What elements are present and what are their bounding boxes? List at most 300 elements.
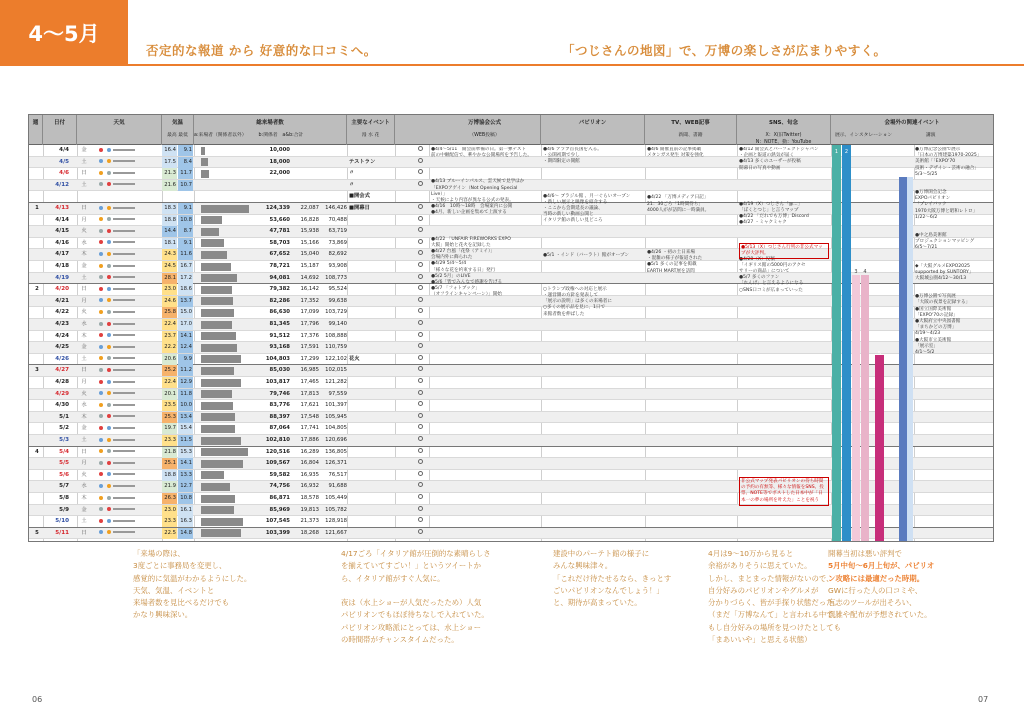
visitor-bar (201, 460, 243, 468)
temp-high-cell: 21.6 (162, 180, 177, 191)
weather-icon (97, 319, 167, 330)
weekday-cell: 月 (81, 460, 87, 467)
week-cell (31, 249, 43, 260)
temp-low-cell: 9.9 (178, 354, 193, 365)
temp-low-cell: 11.8 (178, 389, 193, 400)
weather-icon (97, 377, 167, 388)
note-line: みんな興味津々。 (553, 561, 613, 571)
sum-cell: 110,759 (325, 344, 347, 351)
note-line: 「プレイバック (915, 202, 947, 208)
temp-low-cell: 10.8 (178, 493, 193, 504)
date-cell: 5/1 (59, 413, 69, 420)
visitor-bar (201, 228, 219, 236)
sum-cell: 76,517 (328, 471, 347, 478)
temp-low-cell: 17.0 (178, 319, 193, 330)
note-line: ●4/13 多くのユーザーが投稿 (739, 159, 801, 165)
visitors-cell: 79,746 (269, 390, 290, 397)
staff-cell (291, 145, 319, 156)
outside-notes (915, 147, 992, 541)
visitor-bar (201, 205, 249, 213)
event-cell (347, 249, 395, 260)
week-cell (31, 168, 43, 179)
weather-icon (97, 412, 167, 423)
weekday-cell: 日 (81, 448, 87, 455)
tv-notes (647, 147, 735, 541)
note-4 (708, 548, 841, 646)
sum-cell: 146,426 (325, 205, 347, 211)
visitor-bar (201, 274, 237, 282)
note-line: ・ここから会期延長の議論、 (543, 206, 603, 212)
weekday-cell: 金 (81, 147, 87, 153)
staff-cell: 16,142 (300, 286, 319, 293)
temp-low-cell: 14.1 (178, 331, 193, 342)
week-cell (31, 296, 43, 307)
weekday-cell: 木 (81, 332, 87, 339)
weather-icon (97, 249, 167, 260)
status-mark (417, 435, 423, 446)
note-line: 会場内外に飾られた (431, 255, 473, 261)
status-mark (417, 331, 423, 342)
note-line: 自分好みのパビリオンやグルメが (708, 585, 819, 595)
week-cell (31, 389, 43, 400)
note-line: 「EXPO'70の記録」 (915, 312, 958, 318)
note-line: 「イギリス館の5000円のアクセ (739, 262, 806, 268)
weekday-cell: 日 (81, 205, 87, 211)
note-line: （オフラインキャンペーン）」開始 (431, 292, 502, 298)
staff-cell: 15,166 (300, 239, 319, 246)
sum-cell: 120,696 (325, 437, 347, 443)
sum-cell: 105,945 (325, 413, 347, 420)
visitor-bar (201, 518, 243, 526)
status-mark (417, 377, 423, 388)
sum-cell: 104,805 (325, 425, 347, 432)
left-title: 否定的な報道 から 好意的な口コミへ。 (146, 43, 377, 58)
staff-cell: 14,692 (300, 274, 319, 281)
visitors-cell (252, 191, 290, 202)
weekday-cell: 水 (81, 321, 87, 327)
note-line: 「展示の説明」は多くの来場者に (543, 299, 612, 305)
week-cell (31, 157, 43, 168)
event-cell (347, 365, 395, 376)
week-cell (31, 342, 43, 353)
temp-low-cell: 14.1 (178, 458, 193, 469)
date-cell: 5/10 (55, 518, 69, 525)
period-strip-5 (875, 355, 884, 542)
weekday-cell: 金 (81, 344, 87, 351)
weekday-cell: 土 (81, 274, 87, 281)
temp-low-cell: 16.3 (178, 516, 193, 527)
staff-cell: 17,621 (300, 402, 319, 409)
date-cell: 4/18 (55, 263, 69, 269)
weekday-cell: 月 (81, 297, 87, 304)
right-title: 「つじさんの地図」で、万博の楽しさが広まりやすく。 (562, 43, 887, 58)
note-line: ○SNS口コミが広まっていった (739, 287, 803, 293)
visitor-bar (201, 425, 235, 433)
page-number-right: 07 (978, 695, 989, 704)
weather-icon (97, 470, 167, 481)
temp-high-cell: 26.3 (162, 493, 177, 504)
sum-cell (321, 168, 347, 179)
note-line: ●4/27 台風「花祭（アミイ）」 (431, 249, 495, 255)
status-mark (417, 319, 423, 330)
visitor-bar (201, 286, 232, 294)
staff-cell: 15,040 (300, 251, 319, 258)
week-cell (31, 180, 43, 191)
note-line: ●5/1 多くの記事を掲載 (647, 262, 697, 268)
col-weather: 天気 (77, 115, 162, 145)
sns-highlight-2 (739, 477, 829, 506)
weekday-cell: 火 (81, 390, 87, 397)
visitor-bar (201, 506, 234, 514)
visitor-bar (201, 483, 230, 491)
note-line: 5/3〜5/25 (915, 171, 938, 177)
sum-cell: 101,397 (325, 402, 347, 409)
staff-cell (291, 168, 319, 179)
weather-icon (97, 505, 167, 516)
date-cell: 4/6 (59, 170, 69, 177)
staff-cell: 18,268 (300, 529, 319, 536)
week-cell (31, 331, 43, 342)
weather-icon (97, 481, 167, 492)
note-line: 「これだけ待たせるなら、きっとす (553, 573, 672, 583)
status-mark (417, 505, 423, 516)
staff-cell: 15,938 (300, 228, 319, 235)
date-cell: 4/29 (55, 390, 69, 397)
note-line: 前の中継配信で、華やかな公開場所を予告した。 (431, 153, 532, 159)
note-line: ら、イタリア館がすぐ人気に。 (341, 573, 445, 583)
staff-cell: 17,099 (300, 309, 319, 316)
note-line: ●5/13（X）つじさん (741, 245, 787, 250)
week-cell (31, 319, 43, 330)
note-line: EXPOパビリオン (915, 196, 951, 202)
sum-cell (321, 191, 347, 202)
temp-high-cell: 17.5 (162, 157, 177, 168)
note-line: 開幕当初は悪い評判で (828, 549, 902, 558)
weekday-cell: 火 (81, 309, 87, 316)
visitor-bar (201, 158, 208, 166)
weekday-cell: 金 (81, 506, 87, 513)
temp-low-cell: 10.8 (178, 215, 193, 226)
week-cell (31, 261, 43, 272)
weather-icon (97, 261, 167, 272)
staff-cell: 18,578 (300, 495, 319, 501)
date-cell: 4/13 (55, 205, 69, 211)
visitors-cell: 102,810 (265, 437, 290, 443)
event-cell: 〃 (349, 181, 355, 188)
visitor-bar (201, 471, 224, 479)
weather-icon (97, 354, 167, 365)
weekday-cell: 月 (81, 379, 87, 385)
visitor-bar (201, 297, 233, 305)
sum-cell: 108,888 (325, 332, 347, 339)
status-mark (417, 261, 423, 272)
note-line: と、期待が高まっていた。 (553, 598, 642, 608)
weather-icon (97, 493, 167, 504)
week-cell (31, 273, 43, 284)
sum-cell: 122,102 (325, 355, 347, 362)
note-line: ●4/29 5/4〜5/4 (431, 261, 467, 267)
staff-cell: 16,804 (300, 460, 319, 467)
strip-badge-4: 4 (863, 269, 867, 275)
note-line: GWに行った人の口コミや、 (828, 585, 923, 595)
status-mark (417, 180, 423, 191)
visitors-cell: 79,382 (269, 286, 290, 293)
note-line: ●5/2 5月」のLIVE (431, 273, 471, 279)
note-line: 行列の非公式マップが大評判。 (741, 245, 823, 257)
status-mark (417, 481, 423, 492)
visitors-cell: 74,756 (269, 483, 290, 490)
note-1 (133, 548, 251, 622)
date-cell: 4/21 (55, 297, 69, 304)
weekday-cell: 日 (81, 367, 87, 374)
temp-low-cell: 15.3 (178, 447, 193, 458)
note-line: 4/19〜4/23 (915, 331, 941, 337)
status-mark (417, 400, 423, 411)
note-line: ●4/6 アラブ首長国を入る。 (543, 147, 602, 152)
temp-low-cell: 10.0 (178, 400, 193, 411)
weather-icon (97, 238, 167, 249)
temp-low-cell: 13.4 (178, 412, 193, 423)
note-line: を揃えていてすごい！」というツイートか (341, 561, 482, 571)
date-cell: 4/15 (55, 228, 69, 235)
note-line: 日本中が「日本一の夢の (741, 491, 823, 503)
week-cell: 5 (35, 529, 39, 536)
temp-high-cell: 21.9 (162, 481, 177, 492)
week-cell (31, 412, 43, 423)
note-line: ○多くの展示品を見に、1日で (543, 305, 606, 311)
visitors-cell: 18,000 (269, 158, 290, 165)
note-line: しかし、まとまった情報がないので、 (708, 573, 834, 583)
weekday-cell: 日 (81, 170, 87, 177)
sum-cell: 102,015 (325, 367, 347, 374)
pavilion-notes (543, 147, 643, 541)
weekday-cell: 日 (81, 286, 87, 293)
note-line: ●万博公園で写真展 (915, 294, 956, 300)
note-line: ●4/27 ・ミャクミャク (739, 220, 787, 226)
note-line: 6/5〜7/21 (915, 245, 938, 251)
week-cell (31, 516, 43, 527)
note-line: パビリオン攻略派にとっては、水上ショー (341, 622, 482, 632)
col-events: 主要なイベント 漫 水 花 (347, 115, 395, 145)
weather-icon (97, 400, 167, 411)
status-mark (417, 389, 423, 400)
status-mark (417, 516, 423, 527)
week-cell: 2 (35, 286, 39, 293)
note-line: 非公式マップ発表 (741, 479, 778, 484)
note-line: 大阪城公園4/12〜30/13 (915, 276, 967, 282)
weekday-cell: 水 (81, 483, 87, 490)
col-temp: 気温 最高 最低 (162, 115, 194, 145)
visitors-cell: 104,803 (265, 355, 290, 362)
sum-cell: 128,918 (325, 518, 347, 525)
status-mark (417, 342, 423, 353)
weekday-cell: 金 (81, 425, 87, 432)
staff-cell: 17,465 (300, 379, 319, 385)
weather-icon (97, 331, 167, 342)
event-cell (347, 307, 395, 318)
week-cell (31, 435, 43, 446)
visitors-cell: 93,168 (269, 344, 290, 351)
staff-cell: 16,828 (300, 216, 319, 223)
sum-cell: 63,719 (328, 228, 347, 235)
staff-cell (291, 191, 319, 202)
date-cell: 4/14 (55, 216, 69, 223)
temp-high-cell: 22.5 (162, 528, 177, 539)
week-cell (31, 505, 43, 516)
col-week: 週 (29, 115, 43, 145)
staff-cell: 17,591 (300, 344, 319, 351)
note-line: EARTH MART展を訪問 (647, 268, 695, 274)
note-line: の時間帯がチャンスタイムだった。 (341, 635, 459, 645)
visitor-bar (201, 437, 241, 445)
staff-cell: 17,813 (300, 390, 319, 397)
weather-icon (97, 273, 167, 284)
event-cell (347, 435, 395, 446)
note-line: Live）」 (431, 191, 448, 197)
note-line: ●4/6〜 ブラジル館 、月一ぐらいオープン (543, 193, 631, 199)
staff-cell: 17,741 (300, 425, 319, 432)
event-cell (347, 447, 395, 458)
note-line: ●4/26 ・初の土日来場 (647, 250, 695, 256)
week-cell: 1 (35, 205, 39, 211)
note-line: 来場者数を見比べるだけでも (133, 598, 230, 608)
status-mark (417, 493, 423, 504)
note-line: 「来場の際は、 (133, 549, 185, 558)
temp-low-cell: 16.7 (178, 261, 193, 272)
temp-low-cell: 11.5 (178, 435, 193, 446)
status-mark (417, 238, 423, 249)
note-line: 4/17ごろ「イタリア館が圧倒的な素晴らしさ (341, 549, 491, 558)
note-line: 「ぼくとつじ」と言うマップ (739, 208, 799, 214)
weather-icon (97, 389, 167, 400)
col-visitors: 総来場者数 a:来場者（関係者以外） b:関係者 a&b:合計 (194, 115, 347, 145)
note-line: 当時の新しい動画公開と (543, 212, 594, 218)
note-3 (553, 548, 671, 609)
date-cell: 5/7 (59, 483, 69, 490)
week-cell (31, 354, 43, 365)
date-cell: 4/16 (55, 239, 69, 246)
note-line: 夜は（水上ショーが人気だったため）人気 (341, 598, 482, 608)
weather-icon (97, 157, 167, 168)
date-cell: 4/12 (55, 181, 69, 188)
date-cell: 4/26 (55, 355, 69, 362)
temp-high-cell: 20.6 (162, 354, 177, 365)
sum-cell: 108,773 (325, 274, 347, 281)
date-cell: 4/4 (59, 147, 69, 153)
weather-icon (97, 284, 167, 295)
weekday-cell: 火 (81, 471, 87, 478)
visitors-cell: 82,286 (269, 297, 290, 304)
visitor-bar (201, 379, 241, 387)
note-5 (828, 548, 934, 622)
week-cell (31, 307, 43, 318)
event-cell (347, 528, 395, 539)
visitors-cell: 10,000 (269, 147, 290, 153)
visitors-cell: 103,817 (265, 379, 290, 385)
temp-high-cell: 25.8 (162, 307, 177, 318)
date-cell: 5/5 (59, 460, 69, 467)
note-line: 1/22〜6/2 (915, 214, 938, 220)
temp-high-cell: 24.3 (162, 249, 177, 260)
strip-badge-3: 3 (854, 269, 858, 275)
visitor-bar (201, 216, 222, 224)
note-line: 美術館「「EXPO'70 (915, 159, 956, 165)
note-line: 「まあいいや」と思える状態） (708, 635, 812, 645)
event-cell (347, 470, 395, 481)
weekday-cell: 土 (81, 518, 87, 525)
note-line: ●4/12 開会式とパーフェクトジャパン (739, 147, 819, 152)
staff-cell: 17,299 (300, 355, 319, 362)
visitors-cell: 81,345 (269, 321, 290, 327)
temp-low-cell: 8.7 (178, 226, 193, 237)
temp-low-cell: 16.1 (178, 505, 193, 516)
temp-high-cell: 23.3 (162, 516, 177, 527)
temp-high-cell: 23.5 (162, 400, 177, 411)
week-cell (31, 238, 43, 249)
note-line: 場所を叶えた」ことを祝う (763, 497, 820, 503)
date-cell: 4/30 (55, 402, 69, 409)
week-cell (31, 470, 43, 481)
note-line: 天気、気温、イベントと (133, 585, 215, 595)
note-line: パビリオンの待ち時間の (741, 479, 824, 491)
status-mark (417, 273, 423, 284)
temp-low-cell: 8.4 (178, 157, 193, 168)
staff-cell: 16,935 (300, 471, 319, 478)
page-number-left: 06 (32, 695, 43, 704)
temp-low-cell: 14.8 (178, 528, 193, 539)
temp-high-cell: 23.3 (162, 435, 177, 446)
note-line: ごいパビリオンなんでしょう！」 (553, 585, 664, 595)
week-cell (31, 458, 43, 469)
staff-cell: 17,352 (300, 297, 319, 304)
note-line: イタリア館の新しい見どころ (543, 218, 603, 224)
visitors-cell: 120,516 (265, 448, 290, 455)
temp-low-cell: 15.0 (178, 307, 193, 318)
visitors-cell: 91,512 (269, 332, 290, 339)
weekday-cell: 土 (81, 158, 87, 165)
visitors-cell: 85,969 (269, 506, 290, 513)
weather-icon (97, 226, 167, 237)
note-line: 「れんげ」と言えるようになる (739, 281, 804, 287)
temp-low-cell: 17.2 (178, 273, 193, 284)
sum-cell: 73,869 (328, 239, 347, 246)
sum-cell (321, 145, 347, 156)
note-line: 4月は9〜10万から見ると (708, 549, 794, 558)
temp-high-cell: 22.2 (162, 342, 177, 353)
visitor-bar (201, 390, 232, 398)
staff-cell: 17,886 (300, 437, 319, 443)
event-cell (347, 493, 395, 504)
staff-cell: 17,548 (300, 413, 319, 420)
week-cell (31, 226, 43, 237)
visitors-cell: 59,582 (269, 471, 290, 478)
col-media: 万博協会公式 （WEB投稿） (429, 115, 541, 145)
visitors-cell: 78,721 (269, 263, 290, 269)
temp-high-cell: 24.5 (162, 261, 177, 272)
note-line: ●5/7 多くのファン (739, 275, 780, 281)
date-cell: 5/3 (59, 437, 69, 443)
visitor-bar (201, 170, 209, 178)
col-tv: TV、WEB記事 新聞、書籍 (645, 115, 737, 145)
event-cell (347, 389, 395, 400)
event-cell: 〃 (349, 170, 355, 177)
sum-cell (321, 157, 347, 168)
period-strip-1 (832, 145, 841, 542)
note-line: ◆「大阪グルメEXPO2025 (915, 263, 970, 269)
event-cell (347, 331, 395, 342)
date-cell: 4/28 (55, 379, 69, 385)
weather-icon (97, 435, 167, 446)
